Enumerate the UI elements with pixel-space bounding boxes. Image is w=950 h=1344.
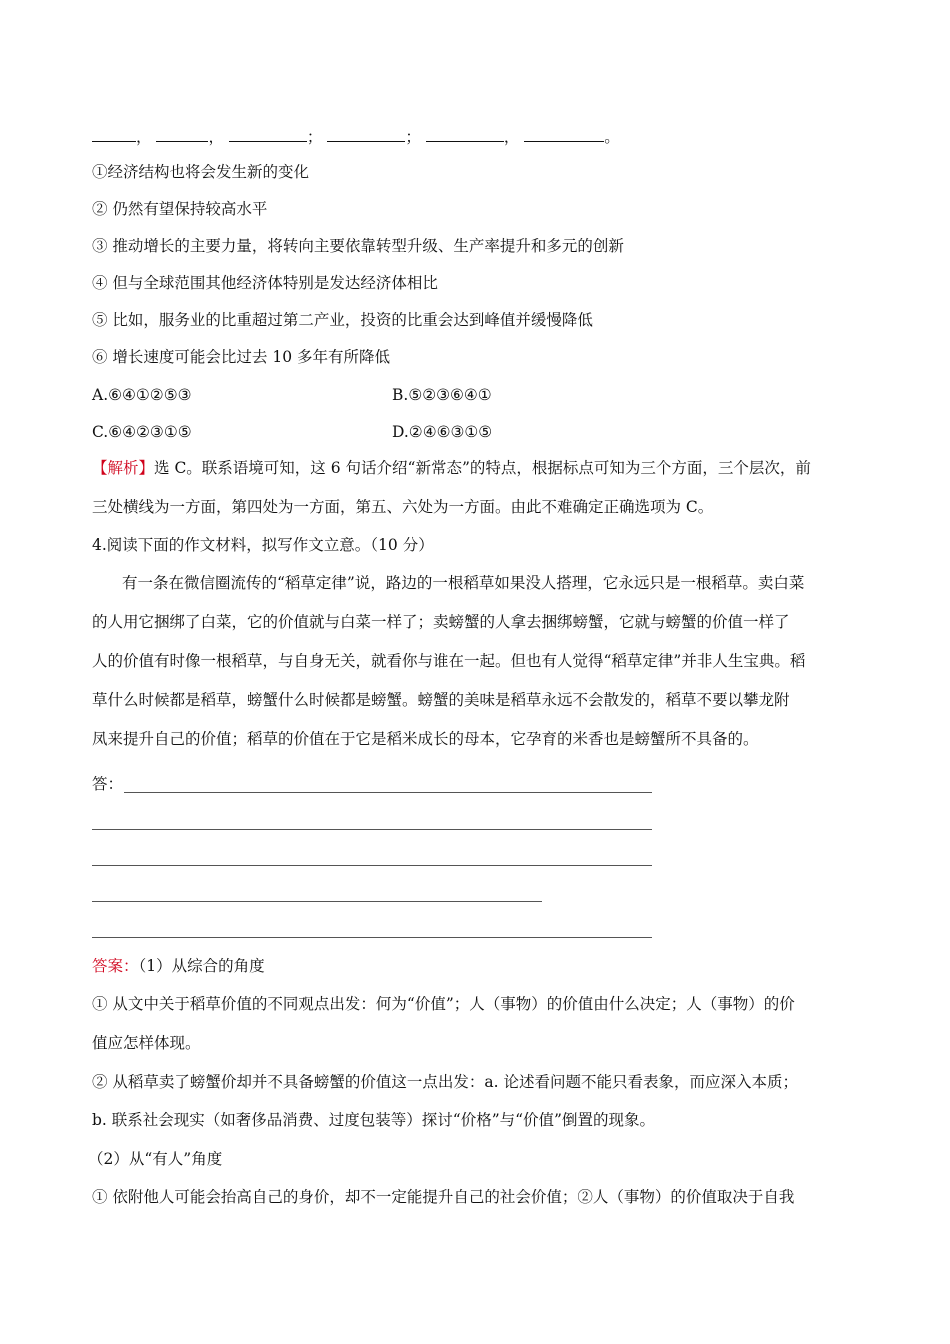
sentence-1: ①经济结构也将会发生新的变化 — [92, 163, 310, 181]
material-line-2: 的人用它捆绑了白菜，它的价值就与白菜一样了；卖螃蟹的人拿去捆绑螃蟹，它就与螃蟹的价值一样了 — [92, 613, 790, 631]
material-line-5: 凤来提升自己的价值；稻草的价值在于它是稻米成长的母本，它孕育的米香也是螃蟹所不具备的。 — [92, 730, 759, 748]
blank-separator: ； — [306, 128, 323, 146]
question-4-title: 4.阅读下面的作文材料，拟写作文立意。（10 分） — [92, 536, 434, 554]
blank-1 — [92, 127, 136, 142]
material-line-1: 有一条在微信圈流传的“稻草定律”说，路边的一根稻草如果没人搭理，它永远只是一根稻草。卖白菜 — [122, 574, 805, 592]
answer-p3-line-1: ① 依附他人可能会抬高自己的身价，却不一定能提升自己的社会价值；②人（事物）的价值取决于自我 — [92, 1188, 795, 1206]
blank-4 — [327, 127, 405, 142]
answer-prompt: 答： — [92, 775, 124, 793]
answer-p2-line-2: b. 联系社会现实（如奢侈品消费、过度包装等）探讨“价格”与“价值”倒置的现象。 — [92, 1111, 655, 1129]
answer-writing-line[interactable] — [92, 865, 652, 866]
analysis-text-1: 选 C。联系语境可知，这 6 句话介绍“新常态”的特点，根据标点可知为三个方面，三个层次，前 — [154, 459, 811, 477]
answer-p2-line-1: ② 从稻草卖了螃蟹价却并不具备螃蟹的价值这一点出发：a. 论述看问题不能只看表象，而应深入本质； — [92, 1073, 799, 1091]
analysis-label: 【解析】 — [92, 459, 155, 477]
answer-writing-line[interactable] — [92, 829, 652, 830]
sentence-4: ④ 但与全球范围其他经济体特别是发达经济体相比 — [92, 274, 438, 292]
blank-separator: ， — [503, 128, 520, 146]
material-line-4: 草什么时候都是稻草，螃蟹什么时候都是螃蟹。螃蟹的美味是稻草永远不会散发的，稻草不要以攀龙附 — [92, 691, 790, 709]
answer-writing-line[interactable] — [92, 901, 542, 902]
blank-end: 。 — [604, 128, 620, 146]
blank-2 — [156, 127, 208, 142]
option-a: A.⑥④①②⑤③ — [92, 386, 192, 404]
sentence-2: ② 仍然有望保持较高水平 — [92, 200, 268, 218]
blank-separator: ， — [136, 128, 152, 146]
option-b: B.⑤②③⑥④① — [392, 386, 492, 404]
blank-separator: ， — [208, 128, 224, 146]
answer-p1-line-2: 值应怎样体现。 — [92, 1034, 201, 1052]
blank-3 — [229, 127, 307, 142]
answer-label: 答案： — [92, 957, 139, 975]
sentence-6: ⑥ 增长速度可能会比过去 10 多年有所降低 — [92, 348, 391, 366]
blank-separator: ； — [405, 128, 421, 146]
analysis-line-2: 三处横线为一方面，第四处为一方面，第五、六处为一方面。由此不难确定正确选项为 C。 — [92, 498, 714, 516]
sentence-3: ③ 推动增长的主要力量，将转向主要依靠转型升级、生产率提升和多元的创新 — [92, 237, 624, 255]
answer-writing-line[interactable] — [92, 937, 652, 938]
answer-p1-line-1: ① 从文中关于稻草价值的不同观点出发：何为“价值”；人（事物）的价值由什么决定；人（事物）的价 — [92, 995, 795, 1013]
analysis-line-1 — [92, 457, 811, 479]
answer-part-1-title: （1）从综合的角度 — [138, 957, 265, 975]
blanks-line — [92, 126, 620, 148]
blank-5 — [426, 127, 504, 142]
option-d: D.②④⑥③①⑤ — [392, 423, 493, 441]
answer-writing-line[interactable] — [124, 792, 652, 793]
material-line-3: 人的价值有时像一根稻草，与自身无关，就看你与谁在一起。但也有人觉得“稻草定律”并非人生宝典。稻 — [92, 652, 806, 670]
sentence-5: ⑤ 比如，服务业的比重超过第二产业，投资的比重会达到峰值并缓慢降低 — [92, 311, 593, 329]
answer-heading — [92, 955, 265, 977]
blank-6 — [524, 127, 604, 142]
answer-part-2-title: （2）从“有人”角度 — [88, 1150, 223, 1168]
option-c: C.⑥④②③①⑤ — [92, 423, 192, 441]
